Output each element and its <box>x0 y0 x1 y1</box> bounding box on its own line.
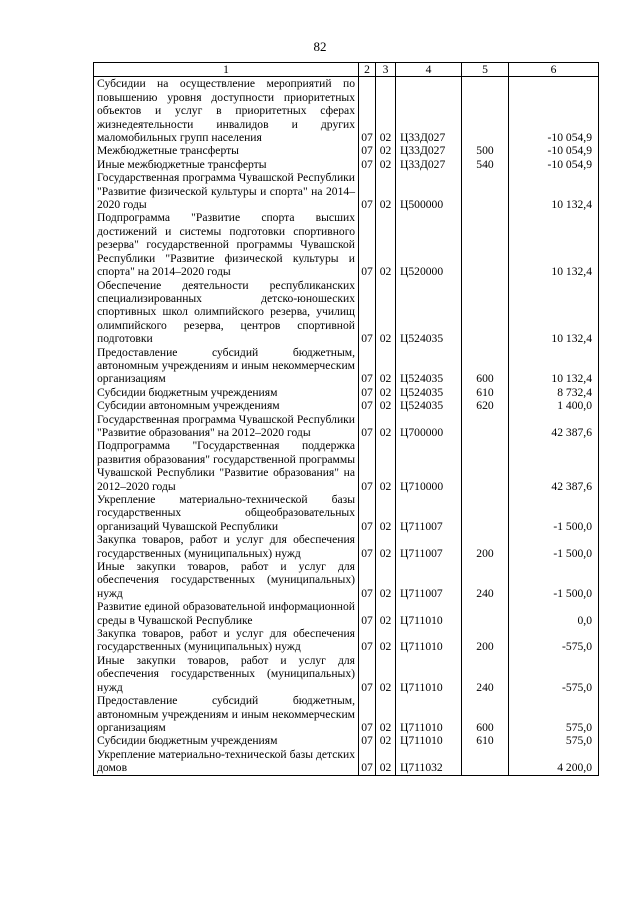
page-number: 82 <box>313 39 327 54</box>
section-code: 07 <box>359 158 376 171</box>
item-name: Укрепление материально-технической базы детских домов <box>94 748 359 775</box>
amount: -1 500,0 <box>509 533 599 560</box>
subsection-code: 02 <box>376 439 396 493</box>
amount: 1 400,0 <box>509 399 599 412</box>
item-name: Иные закупки товаров, работ и услуг для обеспечения государственных (муниципальных) нужд <box>94 654 359 694</box>
amount: 575,0 <box>509 694 599 734</box>
item-name: Иные закупки товаров, работ и услуг для обеспечения государственных (муниципальных) нужд <box>94 560 359 600</box>
amount: -1 500,0 <box>509 493 599 533</box>
expense-type-code <box>462 211 509 278</box>
table-row <box>94 144 599 157</box>
amount: 10 132,4 <box>509 346 599 386</box>
item-name: Субсидии на осуществление мероприятий по повышению уровня доступности приоритетных объектов и услуг в приоритетных сферах жизнедеятельности инвалидов и других маломобильных групп населения <box>94 77 359 145</box>
expense-type-code: 600 <box>462 694 509 734</box>
target-article-code: Ц500000 <box>396 171 462 211</box>
target-article-code: Ц33Д027 <box>396 144 462 157</box>
section-code: 07 <box>359 77 376 145</box>
column-header: 3 <box>376 63 396 77</box>
item-name: Межбюджетные трансферты <box>94 144 359 157</box>
subsection-code: 02 <box>376 413 396 440</box>
subsection-code: 02 <box>376 734 396 747</box>
item-name: Субсидии автономным учреждениям <box>94 399 359 412</box>
subsection-code: 02 <box>376 171 396 211</box>
table-row <box>94 560 599 600</box>
section-code: 07 <box>359 627 376 654</box>
table-row <box>94 694 599 734</box>
expense-type-code <box>462 493 509 533</box>
table-row <box>94 654 599 694</box>
section-code: 07 <box>359 346 376 386</box>
section-code: 07 <box>359 748 376 775</box>
amount: -10 054,9 <box>509 158 599 171</box>
section-code: 07 <box>359 734 376 747</box>
table-row <box>94 171 599 211</box>
section-code: 07 <box>359 439 376 493</box>
amount: 0,0 <box>509 600 599 627</box>
table-row <box>94 279 599 346</box>
amount: -575,0 <box>509 654 599 694</box>
item-name: Субсидии бюджетным учреждениям <box>94 734 359 747</box>
target-article-code: Ц711010 <box>396 734 462 747</box>
subsection-code: 02 <box>376 560 396 600</box>
amount: 575,0 <box>509 734 599 747</box>
amount: 42 387,6 <box>509 413 599 440</box>
table-row <box>94 627 599 654</box>
table-row <box>94 439 599 493</box>
section-code: 07 <box>359 171 376 211</box>
subsection-code: 02 <box>376 279 396 346</box>
expense-type-code <box>462 77 509 145</box>
subsection-code: 02 <box>376 694 396 734</box>
section-code: 07 <box>359 694 376 734</box>
subsection-code: 02 <box>376 144 396 157</box>
section-code: 07 <box>359 211 376 278</box>
expense-type-code: 540 <box>462 158 509 171</box>
column-header: 4 <box>396 63 462 77</box>
target-article-code: Ц711010 <box>396 654 462 694</box>
target-article-code: Ц33Д027 <box>396 77 462 145</box>
column-header: 5 <box>462 63 509 77</box>
subsection-code: 02 <box>376 211 396 278</box>
expense-type-code: 620 <box>462 399 509 412</box>
target-article-code: Ц524035 <box>396 346 462 386</box>
column-header: 1 <box>94 63 359 77</box>
expense-type-code: 200 <box>462 533 509 560</box>
table-row <box>94 493 599 533</box>
item-name: Укрепление материально-технической базы государственных общеобразовательных организаций Чувашской Республики <box>94 493 359 533</box>
target-article-code: Ц33Д027 <box>396 158 462 171</box>
expense-type-code: 240 <box>462 654 509 694</box>
target-article-code: Ц711010 <box>396 694 462 734</box>
target-article-code: Ц711032 <box>396 748 462 775</box>
subsection-code: 02 <box>376 600 396 627</box>
section-code: 07 <box>359 279 376 346</box>
item-name: Предоставление субсидий бюджетным, автономным учреждениям и иным некоммерческим организациям <box>94 346 359 386</box>
subsection-code: 02 <box>376 77 396 145</box>
expense-type-code: 200 <box>462 627 509 654</box>
amount: 42 387,6 <box>509 439 599 493</box>
item-name: Закупка товаров, работ и услуг для обеспечения государственных (муниципальных) нужд <box>94 533 359 560</box>
expense-type-code: 600 <box>462 346 509 386</box>
section-code: 07 <box>359 600 376 627</box>
expense-type-code: 240 <box>462 560 509 600</box>
expense-type-code <box>462 748 509 775</box>
expense-type-code <box>462 171 509 211</box>
table-row <box>94 158 599 171</box>
target-article-code: Ц520000 <box>396 211 462 278</box>
subsection-code: 02 <box>376 346 396 386</box>
subsection-code: 02 <box>376 627 396 654</box>
target-article-code: Ц711007 <box>396 560 462 600</box>
amount: 10 132,4 <box>509 171 599 211</box>
expense-type-code: 610 <box>462 386 509 399</box>
expense-type-code <box>462 413 509 440</box>
item-name: Подпрограмма "Развитие спорта высших достижений и системы подготовки спортивного резерва" государственной программы Чувашской Республики "Развитие физической культуры и спорта" на 2014–2020 годы <box>94 211 359 278</box>
table-row <box>94 734 599 747</box>
target-article-code: Ц711007 <box>396 533 462 560</box>
target-article-code: Ц524035 <box>396 279 462 346</box>
amount: -10 054,9 <box>509 144 599 157</box>
item-name: Закупка товаров, работ и услуг для обеспечения государственных (муниципальных) нужд <box>94 627 359 654</box>
target-article-code: Ц711010 <box>396 600 462 627</box>
target-article-code: Ц700000 <box>396 413 462 440</box>
section-code: 07 <box>359 493 376 533</box>
amount: -575,0 <box>509 627 599 654</box>
budget-table <box>93 62 599 776</box>
subsection-code: 02 <box>376 654 396 694</box>
table-row <box>94 748 599 775</box>
table-row <box>94 600 599 627</box>
target-article-code: Ц711010 <box>396 627 462 654</box>
column-header: 2 <box>359 63 376 77</box>
subsection-code: 02 <box>376 493 396 533</box>
item-name: Иные межбюджетные трансферты <box>94 158 359 171</box>
expense-type-code: 610 <box>462 734 509 747</box>
subsection-code: 02 <box>376 399 396 412</box>
amount: -1 500,0 <box>509 560 599 600</box>
expense-type-code <box>462 279 509 346</box>
target-article-code: Ц710000 <box>396 439 462 493</box>
target-article-code: Ц524035 <box>396 386 462 399</box>
expense-type-code <box>462 600 509 627</box>
item-name: Подпрограмма "Государственная поддержка развития образования" государственной программы Чувашской Республики "Развитие образования" на 2012–2020 годы <box>94 439 359 493</box>
table-header-row <box>94 63 599 77</box>
column-header: 6 <box>509 63 599 77</box>
expense-type-code <box>462 439 509 493</box>
subsection-code: 02 <box>376 158 396 171</box>
amount: 10 132,4 <box>509 279 599 346</box>
item-name: Обеспечение деятельности республиканских специализированных детско-юношеских спортивных школ олимпийского резерва, училищ олимпийского резерва, центров спортивной подготовки <box>94 279 359 346</box>
amount: 10 132,4 <box>509 211 599 278</box>
amount: -10 054,9 <box>509 77 599 145</box>
target-article-code: Ц524035 <box>396 399 462 412</box>
target-article-code: Ц711007 <box>396 493 462 533</box>
table-row <box>94 413 599 440</box>
item-name: Государственная программа Чувашской Республики "Развитие физической культуры и спорта" на 2014–2020 годы <box>94 171 359 211</box>
subsection-code: 02 <box>376 748 396 775</box>
item-name: Предоставление субсидий бюджетным, автономным учреждениям и иным некоммерческим организациям <box>94 694 359 734</box>
table-row <box>94 346 599 386</box>
item-name: Государственная программа Чувашской Республики "Развитие образования" на 2012–2020 годы <box>94 413 359 440</box>
table-row <box>94 533 599 560</box>
section-code: 07 <box>359 413 376 440</box>
amount: 8 732,4 <box>509 386 599 399</box>
item-name: Развитие единой образовательной информационной среды в Чувашской Республике <box>94 600 359 627</box>
expense-type-code: 500 <box>462 144 509 157</box>
table-row <box>94 211 599 278</box>
subsection-code: 02 <box>376 386 396 399</box>
section-code: 07 <box>359 654 376 694</box>
subsection-code: 02 <box>376 533 396 560</box>
section-code: 07 <box>359 386 376 399</box>
section-code: 07 <box>359 144 376 157</box>
amount: 4 200,0 <box>509 748 599 775</box>
section-code: 07 <box>359 399 376 412</box>
table-row <box>94 399 599 412</box>
section-code: 07 <box>359 560 376 600</box>
item-name: Субсидии бюджетным учреждениям <box>94 386 359 399</box>
table-row <box>94 386 599 399</box>
table-row <box>94 77 599 145</box>
section-code: 07 <box>359 533 376 560</box>
